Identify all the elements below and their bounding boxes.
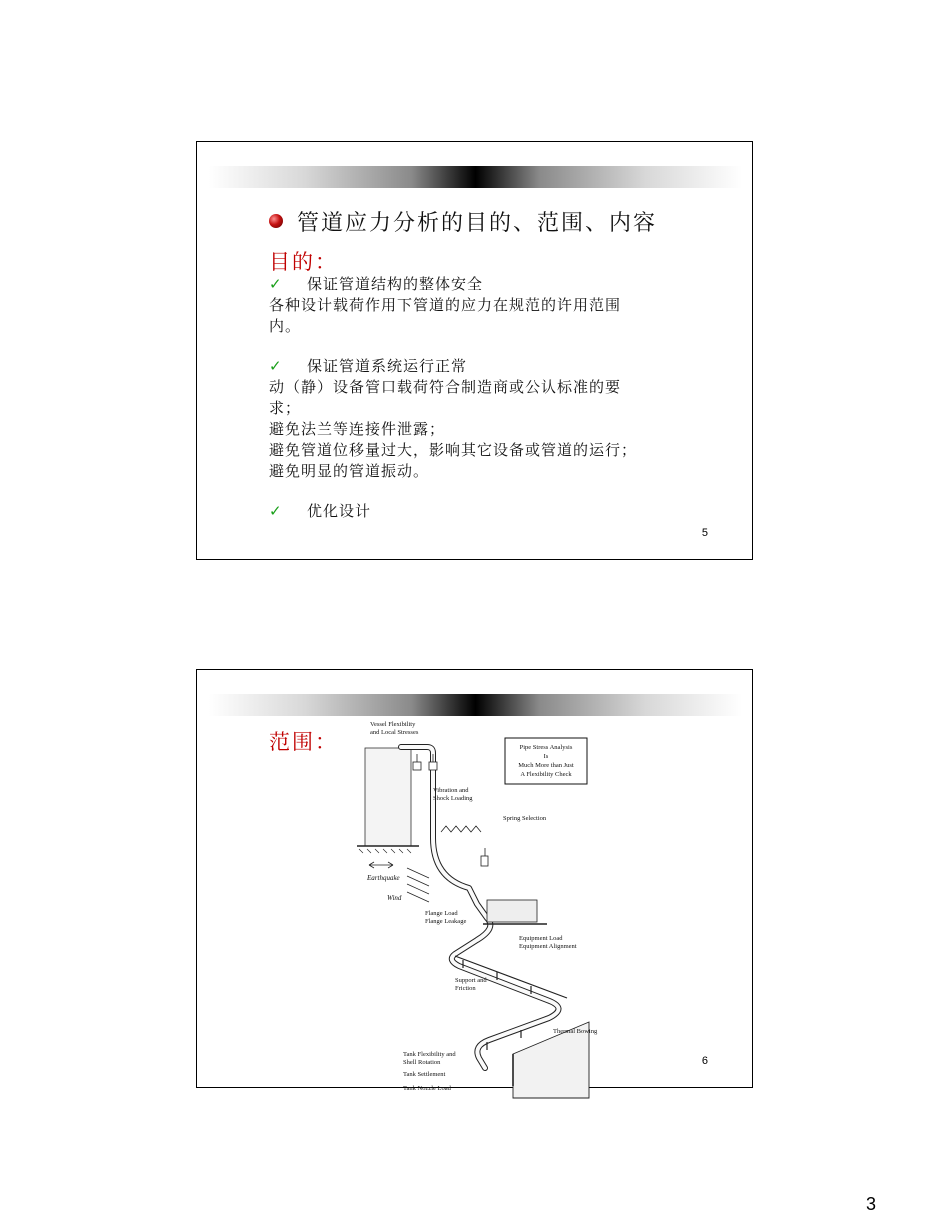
check-icon: ✓ xyxy=(269,357,283,375)
title-gradient-bar xyxy=(209,694,742,716)
content-line: 动（静）设备管口载荷符合制造商或公认标准的要 xyxy=(269,378,622,396)
label-tank: Tank Flexibility and xyxy=(403,1051,456,1058)
content-line: ✓ 优化设计 xyxy=(269,502,372,520)
label-tank: Tank Settlement xyxy=(403,1071,446,1078)
content-line: 避免法兰等连接件泄露； xyxy=(269,420,446,438)
content-line: ✓ 保证管道系统运行正常 xyxy=(269,357,468,375)
section-scope-label: 范围： xyxy=(269,730,338,754)
label-vessel: and Local Stresses xyxy=(370,729,419,736)
label-flange: Flange Leakage xyxy=(425,918,467,925)
label-wind: Wind xyxy=(387,894,402,902)
label-flange: Flange Load xyxy=(425,910,458,917)
label-earthquake: Earthquake xyxy=(367,874,400,882)
label-tank: Shell Rotation xyxy=(403,1059,441,1066)
section-purpose-label: 目的： xyxy=(269,250,338,274)
content-line: 避免管道位移量过大，影响其它设备或管道的运行； xyxy=(269,441,638,459)
content-line: ✓ 保证管道结构的整体安全 xyxy=(269,275,484,293)
label-tank: Tank Nozzle Load xyxy=(403,1085,451,1092)
svg-text:Much More than Just: Much More than Just xyxy=(518,762,574,769)
svg-text:Pipe Stress Analysis: Pipe Stress Analysis xyxy=(519,744,573,751)
wind-arrows-icon xyxy=(407,868,429,902)
content-line: 避免明显的管道振动。 xyxy=(269,462,430,480)
slide-title: 管道应力分析的目的、范围、内容 xyxy=(297,211,658,236)
callout-box xyxy=(505,738,587,784)
purpose-content xyxy=(269,274,739,522)
label-support: Friction xyxy=(455,985,476,992)
slide-5 xyxy=(196,141,753,560)
check-icon: ✓ xyxy=(269,502,283,520)
title-gradient-bar xyxy=(209,166,742,188)
equipment-icon xyxy=(483,900,547,924)
label-vessel: Vessel Flexibility xyxy=(370,721,416,728)
earthquake-arrow-icon xyxy=(369,862,393,868)
vibration-icon xyxy=(441,826,481,832)
page-number: 3 xyxy=(866,1194,877,1214)
content-line: 内。 xyxy=(269,317,302,335)
check-icon: ✓ xyxy=(269,275,283,293)
slide-6 xyxy=(196,669,753,1092)
red-bullet-icon xyxy=(269,214,283,228)
label-thermal: Thermal Bowing xyxy=(553,1028,598,1035)
label-support: Support and xyxy=(455,977,487,984)
vessel-icon xyxy=(357,748,419,853)
content-line: 求； xyxy=(269,399,302,417)
hanger-icon xyxy=(413,754,488,866)
pipe-stress-diagram xyxy=(337,718,607,1092)
label-vibration: Vibration and xyxy=(433,787,469,794)
svg-text:A Flexibility Check: A Flexibility Check xyxy=(520,771,572,778)
slide-number: 5 xyxy=(701,527,708,539)
slide-number: 6 xyxy=(701,1055,708,1067)
label-vibration: Shock Loading xyxy=(433,795,473,802)
label-spring: Spring Selection xyxy=(503,815,547,822)
content-line: 各种设计载荷作用下管道的应力在规范的许用范围 xyxy=(269,296,622,314)
svg-text:Is: Is xyxy=(543,753,549,760)
label-equipment: Equipment Alignment xyxy=(519,943,577,950)
label-equipment: Equipment Load xyxy=(519,935,563,942)
